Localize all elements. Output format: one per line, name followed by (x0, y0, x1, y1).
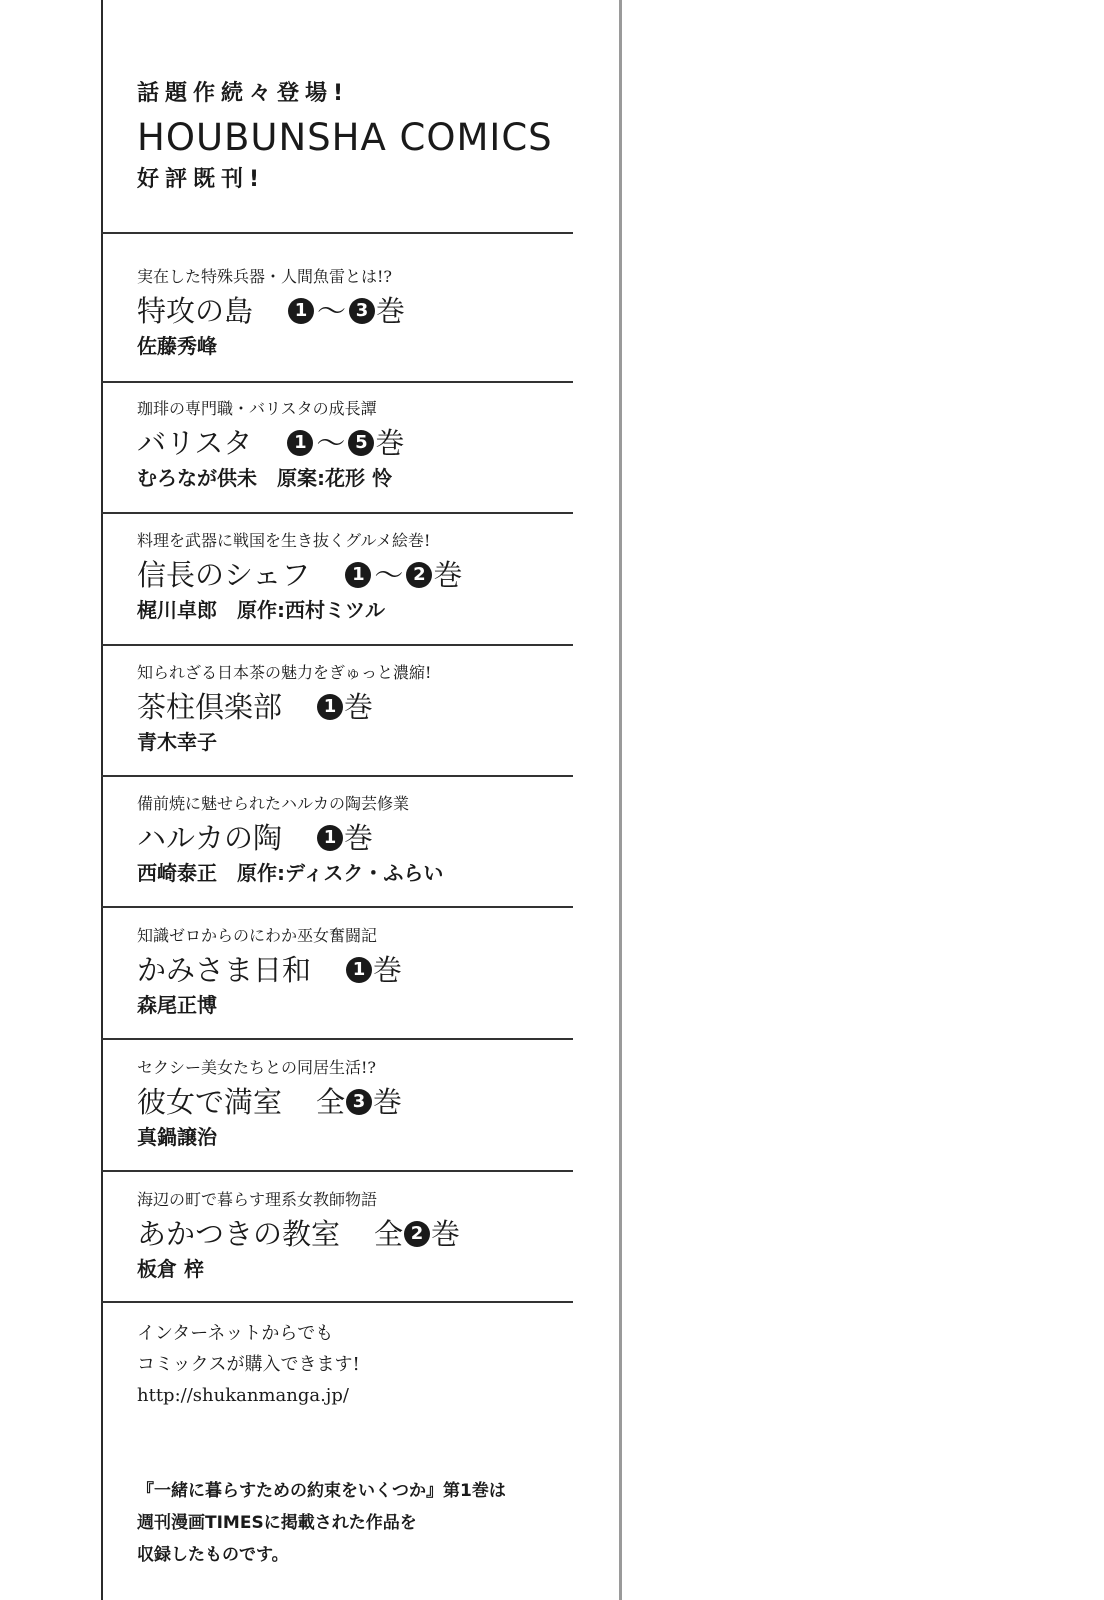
note-line: 週刊漫画TIMESに掲載された作品を (137, 1513, 417, 1533)
publisher-brand: HOUBUNSHA COMICS (137, 116, 553, 159)
note-line: 『一緒に暮らすための約束をいくつか』第1巻は (137, 1481, 506, 1501)
divider (101, 1038, 573, 1040)
volume-suffix: 巻 (344, 821, 374, 855)
volume-number: 2 (406, 562, 432, 588)
divider (101, 232, 573, 234)
volume-number: 1 (317, 825, 343, 851)
volume-info (316, 687, 373, 727)
volume-suffix: 巻 (376, 294, 406, 328)
volume-number: 3 (346, 1089, 372, 1115)
book-author: 梶川卓郎 原作:西村ミツル (137, 598, 385, 622)
volume-info: 1 〜 5 巻 (286, 423, 404, 463)
book-entry (137, 925, 577, 1019)
volume-info (316, 1082, 402, 1122)
volume-suffix: 巻 (431, 1217, 461, 1251)
book-catchphrase: セクシー美女たちとの同居生活!? (137, 1058, 377, 1077)
book-author: 森尾正博 (137, 993, 217, 1017)
book-entry (137, 398, 577, 492)
divider (101, 381, 573, 383)
volume-suffix: 巻 (373, 1085, 403, 1119)
note-line: 収録したものです。 (137, 1545, 289, 1565)
volume-number: 2 (404, 1221, 430, 1247)
book-title: バリスタ (137, 426, 253, 460)
volume-suffix: 巻 (375, 426, 405, 460)
volume-number: 1 (287, 430, 313, 456)
book-catchphrase: 珈琲の専門職・バリスタの成長譚 (137, 399, 377, 418)
book-title: 特攻の島 (137, 294, 254, 328)
volume-info (374, 1214, 460, 1254)
book-author: 佐藤秀峰 (137, 334, 217, 358)
divider (101, 1301, 573, 1303)
website-url: http://shukanmanga.jp/ (137, 1385, 349, 1406)
internet-line: コミックスが購入できます! (137, 1354, 360, 1375)
book-entry (137, 662, 577, 756)
divider (101, 775, 573, 777)
book-entry (137, 1189, 577, 1283)
volume-number: 5 (348, 430, 374, 456)
volume-prefix: 全 (374, 1217, 404, 1251)
book-entry (137, 1057, 577, 1151)
internet-line: インターネットからでも (137, 1323, 334, 1344)
volume-info: 1 〜 2 巻 (344, 555, 462, 595)
volume-info (316, 818, 373, 858)
book-title: 茶柱倶楽部 (137, 690, 283, 724)
book-entry (137, 530, 577, 624)
book-author: 板倉 梓 (137, 1257, 204, 1281)
left-border (101, 0, 103, 1600)
volume-number: 1 (345, 562, 371, 588)
internet-info (137, 1318, 360, 1411)
volume-prefix: 全 (316, 1085, 346, 1119)
volume-suffix: 巻 (344, 690, 374, 724)
divider (101, 644, 573, 646)
book-author: 青木幸子 (137, 730, 217, 754)
book-entry (137, 266, 577, 360)
volume-number: 1 (317, 694, 343, 720)
book-catchphrase: 知られざる日本茶の魅力をぎゅっと濃縮! (137, 663, 432, 682)
book-author: むろなが供未 原案:花形 怜 (137, 466, 392, 490)
divider (101, 1170, 573, 1172)
tagline-top: 話題作続々登場! (137, 81, 350, 106)
publication-note (137, 1475, 506, 1571)
book-catchphrase: 備前焼に魅せられたハルカの陶芸修業 (137, 794, 410, 813)
book-author: 真鍋譲治 (137, 1125, 217, 1149)
book-title: あかつきの教室 (137, 1217, 341, 1251)
book-title: 信長のシェフ (137, 558, 311, 592)
volume-number: 1 (288, 298, 314, 324)
right-page-edge (619, 0, 622, 1600)
book-title: ハルカの陶 (137, 821, 283, 855)
volume-suffix: 巻 (433, 558, 463, 592)
book-catchphrase: 実在した特殊兵器・人間魚雷とは!? (137, 267, 393, 286)
book-author: 西崎泰正 原作:ディスク・ふらい (137, 861, 444, 885)
tagline-bottom: 好評既刊! (137, 167, 266, 192)
volume-number: 3 (349, 298, 375, 324)
book-catchphrase: 知識ゼロからのにわか巫女奮闘記 (137, 926, 378, 945)
volume-suffix: 巻 (373, 953, 403, 987)
divider (101, 906, 573, 908)
divider (101, 512, 573, 514)
volume-info: 1 〜 3 巻 (287, 291, 405, 331)
volume-info (345, 950, 402, 990)
book-entry (137, 793, 577, 887)
book-title: かみさま日和 (137, 953, 312, 987)
volume-number: 1 (346, 957, 372, 983)
header (137, 80, 553, 194)
book-catchphrase: 料理を武器に戦国を生き抜くグルメ絵巻! (137, 531, 431, 550)
book-title: 彼女で満室 (137, 1085, 283, 1119)
book-catchphrase: 海辺の町で暮らす理系女教師物語 (137, 1190, 378, 1209)
